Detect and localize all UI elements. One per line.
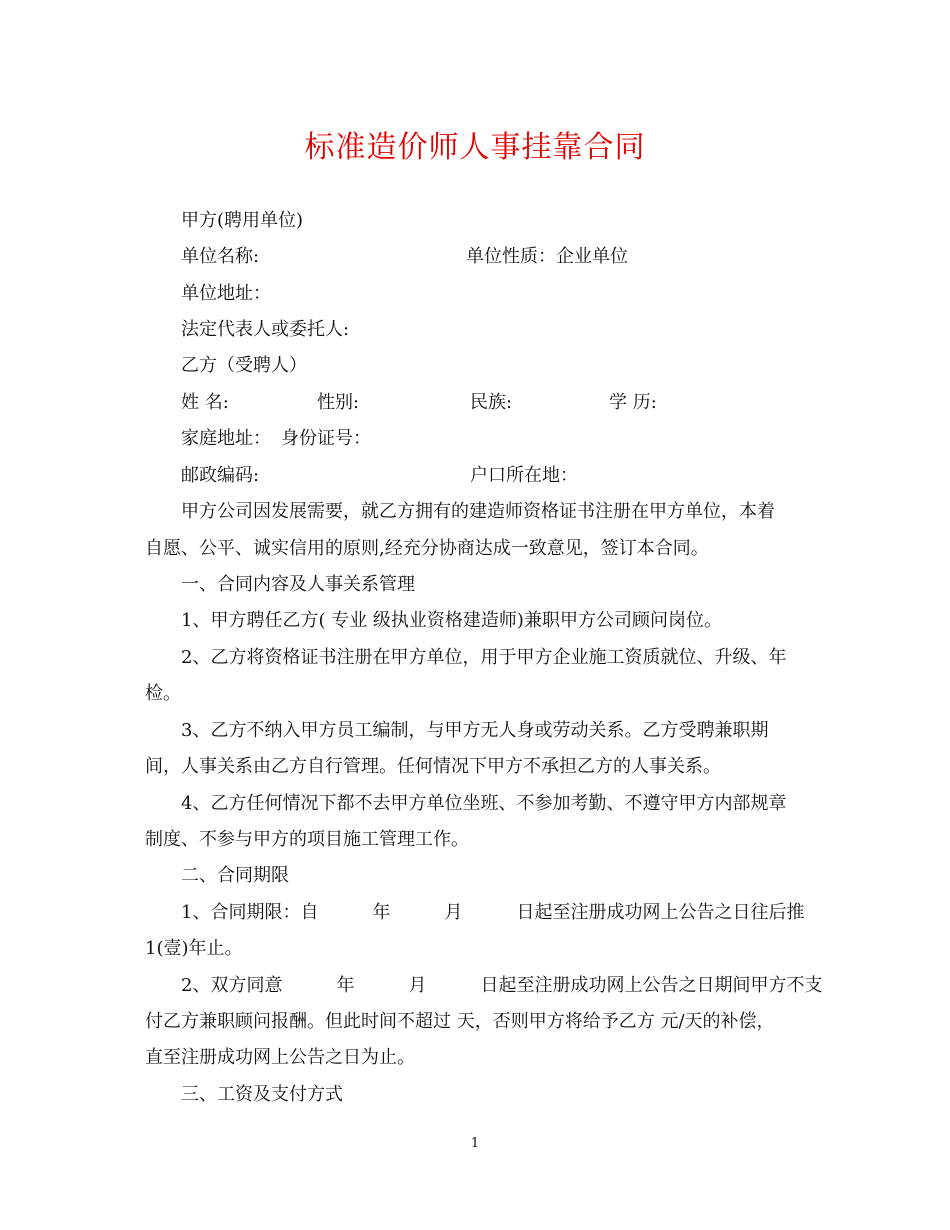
- clause-1-1: 1、甲方聘任乙方( 专业 级执业资格建造师)兼职甲方公司顾问岗位。: [181, 610, 722, 631]
- clause-2-1-line: 1(壹)年止。: [145, 938, 243, 959]
- education-label: 学 历:: [609, 392, 657, 413]
- clause-1-4-line: 4、乙方任何情况下都不去甲方单位坐班、不参加考勤、不遵守甲方内部规章: [181, 793, 787, 814]
- household-label: 户口所在地：: [470, 465, 578, 486]
- clause-1-3-line: 间，人事关系由乙方自行管理。任何情况下甲方不承担乙方的人事关系。: [145, 756, 721, 777]
- page-number: 1: [470, 1136, 480, 1151]
- document-title: 标准造价师人事挂靠合同: [304, 130, 646, 165]
- clause-2-2-line: 直至注册成功网上公告之日为止。: [145, 1047, 415, 1068]
- unit-address-label: 单位地址：: [181, 283, 271, 304]
- clause-1-4-line: 制度、不参与甲方的项目施工管理工作。: [145, 829, 469, 850]
- ethnicity-label: 民族:: [470, 392, 513, 413]
- clause-2-1-line: 1、合同期限：自 年 月 日起至注册成功网上公告之日往后推: [181, 902, 805, 923]
- section-heading-1: 一、合同内容及人事关系管理: [181, 574, 415, 595]
- id-number-label: 身份证号：: [281, 428, 371, 449]
- clause-2-2-line: 付乙方兼职顾问报酬。但此时间不超过 天，否则甲方将给予乙方 元/天的补偿，: [145, 1011, 775, 1032]
- section-heading-2: 二、合同期限: [181, 865, 289, 886]
- intro-paragraph-line: 甲方公司因发展需要，就乙方拥有的建造师资格证书注册在甲方单位，本着: [181, 501, 775, 522]
- clause-1-3-line: 3、乙方不纳入甲方员工编制，与甲方无人身或劳动关系。乙方受聘兼职期: [181, 720, 769, 741]
- clause-2-2-line: 2、双方同意 年 月 日起至注册成功网上公告之日期间甲方不支: [181, 975, 823, 996]
- party-a-heading: 甲方(聘用单位): [181, 210, 304, 231]
- unit-nature: 单位性质：企业单位: [466, 246, 628, 267]
- intro-paragraph-line: 自愿、公平、诚实信用的原则,经充分协商达成一致意见，签订本合同。: [145, 538, 709, 559]
- section-heading-3: 三、工资及支付方式: [181, 1084, 343, 1105]
- clause-1-2-line: 2、乙方将资格证书注册在甲方单位，用于甲方企业施工资质就位、升级、年: [181, 647, 787, 668]
- postal-code-label: 邮政编码:: [181, 465, 260, 486]
- home-address-label: 家庭地址：: [181, 428, 271, 449]
- unit-name-label: 单位名称:: [181, 246, 260, 267]
- party-b-heading: 乙方（受聘人）: [181, 355, 307, 376]
- clause-1-2-line: 检。: [145, 683, 181, 704]
- gender-label: 性别:: [317, 392, 360, 413]
- legal-rep-label: 法定代表人或委托人:: [181, 319, 350, 340]
- name-label: 姓 名:: [181, 392, 229, 413]
